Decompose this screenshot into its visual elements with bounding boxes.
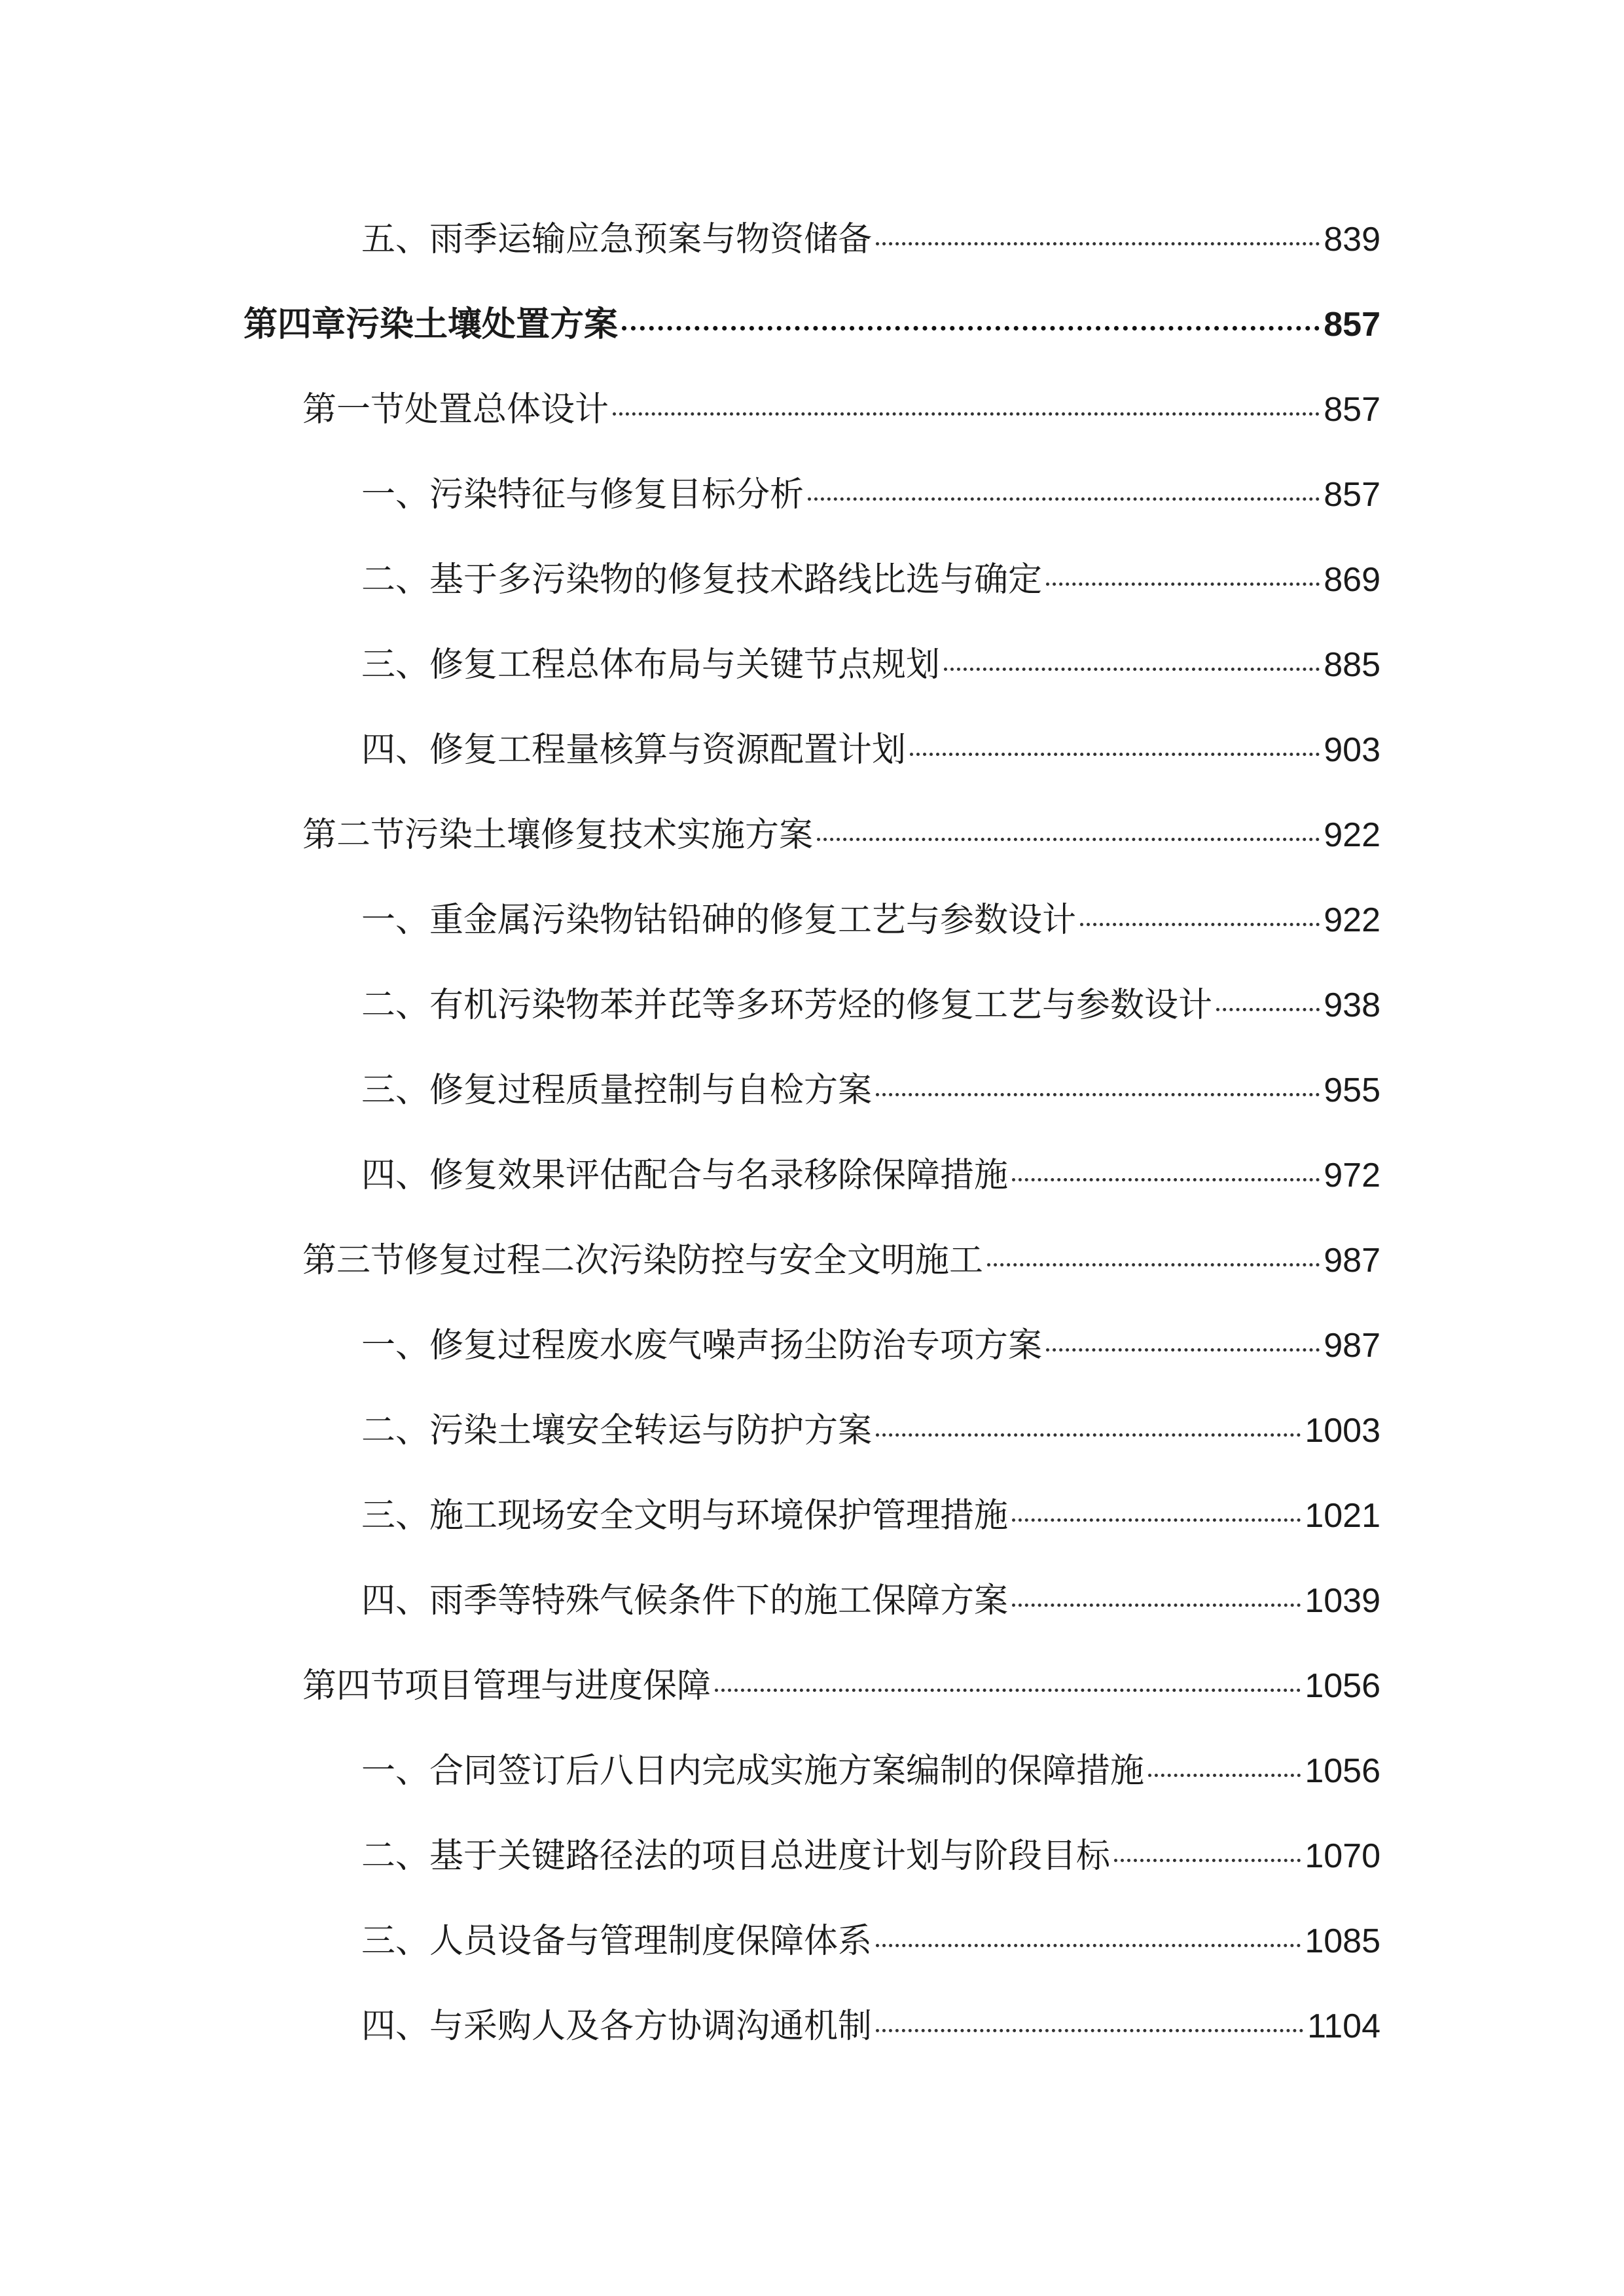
toc-entry[interactable] (361, 1915, 1380, 1967)
toc-entry-page: 922 (1324, 901, 1380, 939)
toc-dot-leader (876, 1093, 1320, 1096)
toc-dot-leader (910, 753, 1320, 756)
toc-entry-page: 869 (1324, 561, 1380, 599)
toc-entry-title: 四、雨季等特殊气候条件下的施工保障方案 (361, 1581, 1009, 1621)
toc-entry-page: 1056 (1305, 1667, 1380, 1705)
toc-entry[interactable] (361, 1149, 1380, 1202)
toc-entry-title: 四、修复效果评估配合与名录移除保障措施 (361, 1156, 1009, 1195)
toc-entry-page: 1021 (1305, 1497, 1380, 1535)
toc-entry-title: 二、有机污染物苯并芘等多环芳烃的修复工艺与参数设计 (361, 986, 1213, 1025)
toc-entry-title: 三、施工现场安全文明与环境保护管理措施 (361, 1496, 1009, 1535)
toc-entry-title: 第四章污染土壤处置方案 (244, 305, 619, 344)
toc-entry-page: 922 (1324, 816, 1380, 854)
toc-dot-leader (1046, 583, 1320, 586)
toc-entry-title: 四、与采购人及各方协调沟通机制 (361, 2007, 873, 2046)
toc-entry-page: 987 (1324, 1327, 1380, 1365)
toc-entry-page: 1003 (1305, 1412, 1380, 1450)
toc-entry-page: 1104 (1307, 2007, 1380, 2045)
toc-entry-page: 987 (1324, 1242, 1380, 1280)
toc-dot-leader (817, 838, 1320, 841)
toc-entry[interactable] (302, 1234, 1380, 1287)
toc-entry-page: 938 (1324, 986, 1380, 1024)
toc-entry[interactable] (361, 979, 1380, 1031)
toc-dot-leader (876, 1433, 1301, 1437)
toc-entry-page: 885 (1324, 646, 1380, 684)
toc-dot-leader (876, 242, 1320, 245)
toc-entry-title: 一、污染特征与修复目标分析 (361, 475, 804, 514)
toc-entry-page: 839 (1324, 221, 1380, 259)
toc-entry[interactable] (244, 298, 1380, 351)
toc-entry-title: 三、人员设备与管理制度保障体系 (361, 1922, 873, 1961)
toc-dot-leader (876, 1944, 1301, 1947)
toc-entry-page: 972 (1324, 1157, 1380, 1194)
toc-dot-leader (613, 412, 1320, 416)
toc-dot-leader (715, 1689, 1301, 1692)
toc-entry-title: 二、基于多污染物的修复技术路线比选与确定 (361, 560, 1043, 600)
toc-dot-leader (1114, 1859, 1301, 1862)
toc-entry-title: 第四节项目管理与进度保障 (302, 1666, 712, 1706)
toc-entry-title: 五、雨季运输应急预案与物资储备 (361, 220, 873, 259)
toc-entry-page: 1039 (1305, 1582, 1380, 1620)
toc-dot-leader (1080, 923, 1320, 926)
toc-dot-leader (622, 326, 1320, 331)
toc-entry-page: 1070 (1305, 1837, 1380, 1875)
toc-entry-page: 955 (1324, 1071, 1380, 1109)
toc-entry[interactable] (361, 1830, 1380, 1882)
toc-entry[interactable] (361, 1575, 1380, 1627)
toc-entry-page: 903 (1324, 731, 1380, 769)
toc-entry-page: 857 (1324, 391, 1380, 429)
toc-entry-title: 第三节修复过程二次污染防控与安全文明施工 (302, 1241, 984, 1280)
toc-entry-title: 二、基于关键路径法的项目总进度计划与阶段目标 (361, 1837, 1111, 1876)
toc-dot-leader (1216, 1008, 1320, 1011)
toc-entry[interactable] (361, 1490, 1380, 1542)
toc-entry-title: 三、修复过程质量控制与自检方案 (361, 1071, 873, 1110)
toc-dot-leader (1012, 1604, 1301, 1607)
toc-entry-title: 第一节处置总体设计 (302, 390, 609, 429)
toc-entry-page: 857 (1324, 306, 1380, 344)
toc-entry-page: 1056 (1305, 1752, 1380, 1790)
toc-entry[interactable] (361, 639, 1380, 691)
toc-dot-leader (808, 497, 1320, 501)
toc-dot-leader (876, 2029, 1303, 2032)
toc-entry-title: 一、重金属污染物钴铅砷的修复工艺与参数设计 (361, 901, 1077, 940)
toc-entry-title: 一、合同签订后八日内完成实施方案编制的保障措施 (361, 1751, 1145, 1791)
toc-entry[interactable] (361, 1745, 1380, 1797)
toc-entry[interactable] (361, 1064, 1380, 1117)
toc-dot-leader (1046, 1348, 1320, 1352)
toc-entry[interactable] (361, 724, 1380, 776)
toc-entry-title: 第二节污染土壤修复技术实施方案 (302, 816, 814, 855)
toc-entry[interactable] (302, 1660, 1380, 1712)
toc-entry[interactable] (361, 2000, 1380, 2053)
toc-entry-page: 857 (1324, 476, 1380, 514)
toc-dot-leader (1012, 1178, 1320, 1181)
toc-dot-leader (987, 1263, 1320, 1266)
toc-dot-leader (1012, 1518, 1301, 1522)
toc-dot-leader (1148, 1774, 1301, 1777)
toc-entry-title: 二、污染土壤安全转运与防护方案 (361, 1411, 873, 1450)
toc-entry-title: 四、修复工程量核算与资源配置计划 (361, 730, 907, 770)
toc-entry-page: 1085 (1305, 1922, 1380, 1960)
toc-entry[interactable] (302, 809, 1380, 861)
toc-entry[interactable] (361, 469, 1380, 521)
toc-dot-leader (944, 668, 1320, 671)
toc-entry[interactable] (361, 1405, 1380, 1457)
toc-entry[interactable] (361, 554, 1380, 606)
toc-entry[interactable] (361, 1319, 1380, 1372)
toc-entry[interactable] (361, 213, 1380, 266)
toc-entry[interactable] (361, 894, 1380, 946)
toc-entry-title: 一、修复过程废水废气噪声扬尘防治专项方案 (361, 1326, 1043, 1365)
toc-entry-title: 三、修复工程总体布局与关键节点规划 (361, 645, 941, 685)
toc-entry[interactable] (302, 384, 1380, 436)
